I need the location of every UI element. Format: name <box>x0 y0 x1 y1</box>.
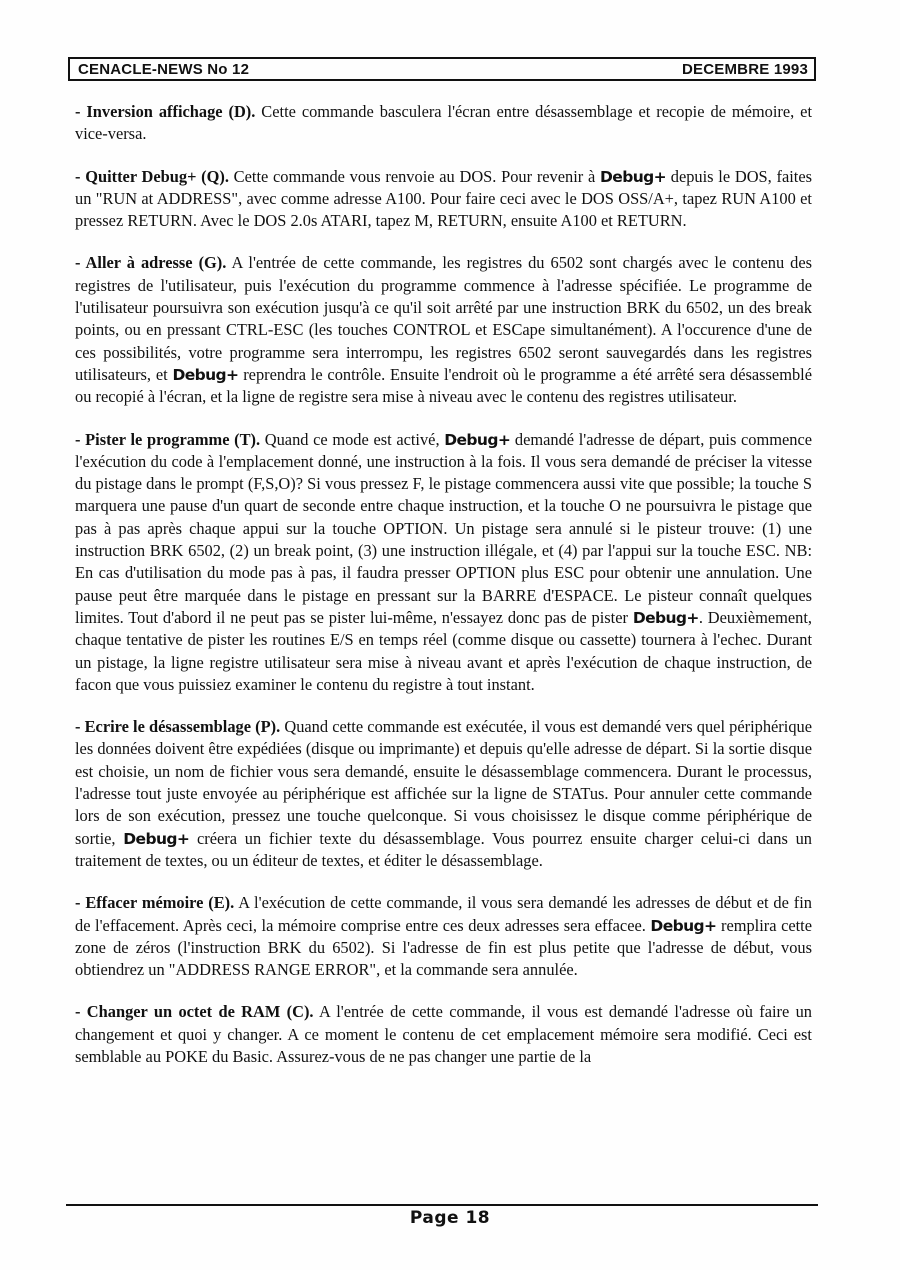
command-label: - Effacer mémoire (E). <box>75 893 235 913</box>
paragraph-quitter <box>75 166 812 233</box>
paragraph-inversion <box>75 101 812 146</box>
paragraph-text: remplira cette zone de zéros (l'instruction BRK du 6502). Si l'adresse de fin est plus petite que l'adresse de début, vous obtiendrez un "ADDRESS RANGE ERROR", et la commande sera annulée. <box>75 915 812 980</box>
page-number: Page 18 <box>409 1208 491 1228</box>
product-name: Debug+ <box>650 916 717 935</box>
product-name: Debug+ <box>632 608 699 627</box>
product-name: Debug+ <box>444 430 511 449</box>
paragraph-text: A l'entrée de cette commande, les registres du 6502 sont chargés avec le contenu des registres de l'utilisateur, puis l'exécution du programme commence à l'adresse spécifiée. Le programme de l'utilisateur poursuivra son exécution jusqu'à ce qu'il soit arrêté par une instruction BRK du 6502, un des break points, ou en pressant CTRL-ESC (les touches CONTROL et ESCape simultanément). A l'occurence d'une de ces possibilités, votre programme sera interrompu, les registres 6502 seront sauvegardés dans les registres utilisateurs, et <box>75 253 812 384</box>
command-label: - Changer un octet de RAM (C). <box>75 1002 314 1022</box>
product-name: Debug+ <box>172 365 239 384</box>
page-header <box>68 57 816 81</box>
footer-divider <box>66 1204 818 1206</box>
command-label: - Aller à adresse (G). <box>75 253 227 273</box>
command-label: - Ecrire le désassemblage (P). <box>75 717 281 737</box>
paragraph-pister <box>75 429 812 697</box>
paragraph-text: Quand cette commande est exécutée, il vous est demandé vers quel périphérique les données doivent être expédiées (disque ou imprimante) et depuis qu'elle adresse de départ. Si la sortie disque est choisie, un nom de fichier vous sera demandé, ensuite le désassemblage commencera. Durant le processus, l'adresse tout juste envoyée au périphérique est affichée sur la ligne de STATus. Pour annuler cette commande lors de son exécution, pressez une touche quelconque. Si vous choisissez le disque comme périphérique de sortie, <box>75 717 812 848</box>
command-label: - Quitter Debug+ (Q). <box>75 166 229 186</box>
paragraph-text: reprendra le contrôle. Ensuite l'endroit où le programme a été arrêté sera désassemblé ou recopié à l'écran, et la ligne de registre sera mise à niveau avec le contenu des registres utilisateur. <box>75 364 812 407</box>
paragraph-text: . Deuxièmement, chaque tentative de pister les routines E/S en temps réel (comme disque ou cassette) tournera à l'echec. Durant un pistage, la ligne registre utilisateur sera mise à niveau avant et après l'exécution de chaque instruction, de facon que vous puissiez examiner le contenu du registre à tout instant. <box>75 607 812 694</box>
product-name: Debug+ <box>600 167 667 186</box>
article-body <box>75 101 812 1088</box>
command-label: - Pister le programme (T). <box>75 429 261 449</box>
paragraph-text: A l'exécution de cette commande, il vous sera demandé les adresses de début et de fin de l'effacement. Après ceci, la mémoire comprise entre ces deux adresses sera effacee. <box>75 893 812 935</box>
paragraph-effacer <box>75 892 812 981</box>
product-name: Debug+ <box>123 829 190 848</box>
paragraph-ecrire <box>75 716 812 872</box>
command-label: - Inversion affichage (D). <box>75 102 256 121</box>
paragraph-text: Cette commande vous renvoie au DOS. Pour revenir à <box>228 166 601 186</box>
paragraph-text: Quand ce mode est activé, <box>260 429 445 449</box>
paragraph-text: créera un fichier texte du désassemblage. Vous pourrez ensuite charger celui-ci dans un traitement de textes, ou un éditeur de textes, et éditer le désassemblage. <box>75 828 812 870</box>
paragraph-text: demandé l'adresse de départ, puis commence l'exécution du code à l'emplacement donné, une instruction à la fois. Il vous sera demandé de préciser la vitesse du pistage dans le prompt (F,S,O)? Si vous pressez F, le pistage commencera aussi vite que possible; la touche S marquera une pause d'un quart de seconde entre chaque instruction, et la touche O ne poursuivra le pistage que pas à pas après chaque appui sur la touche OPTION. Un pistage sera annulé si le pisteur trouve: (1) une instruction BRK 6502, (2) un break point, (3) une instruction illégale, et (4) par l'appui sur la touche ESC. NB: En cas d'utilisation du mode pas à pas, il faudra presser OPTION plus ESC pour obtenir une annulation. Une pause peut être marquée dans le pistage en pressant sur la BARRE d'ESPACE. Le pisteur connaît quelques limites. Tout d'abord il ne peut pas se pister lui-même, n'essayez donc pas de pister <box>75 429 812 627</box>
paragraph-aller <box>75 252 812 408</box>
paragraph-text: Cette commande basculera l'écran entre désassemblage et recopie de mémoire, et vice-versa. <box>75 102 812 144</box>
paragraph-changer <box>75 1001 812 1068</box>
issue-date: DECEMBRE 1993 <box>682 60 808 78</box>
paragraph-text: depuis le DOS, faites un "RUN at ADDRESS", avec comme adresse A100. Pour faire ceci avec le DOS OSS/A+, tapez RUN A100 et pressez RETURN. Avec le DOS 2.0s ATARI, tapez M, RETURN, ensuite A100 et RETURN. <box>75 166 812 231</box>
paragraph-text: A l'entrée de cette commande, il vous est demandé l'adresse où faire un changement et quoi y changer. A ce moment le contenu de cet emplacement mémoire sera modifié. Ceci est semblable au POKE du Basic. Assurez-vous de ne pas changer une partie de la <box>75 1002 812 1066</box>
newsletter-title: CENACLE-NEWS No 12 <box>78 60 250 78</box>
